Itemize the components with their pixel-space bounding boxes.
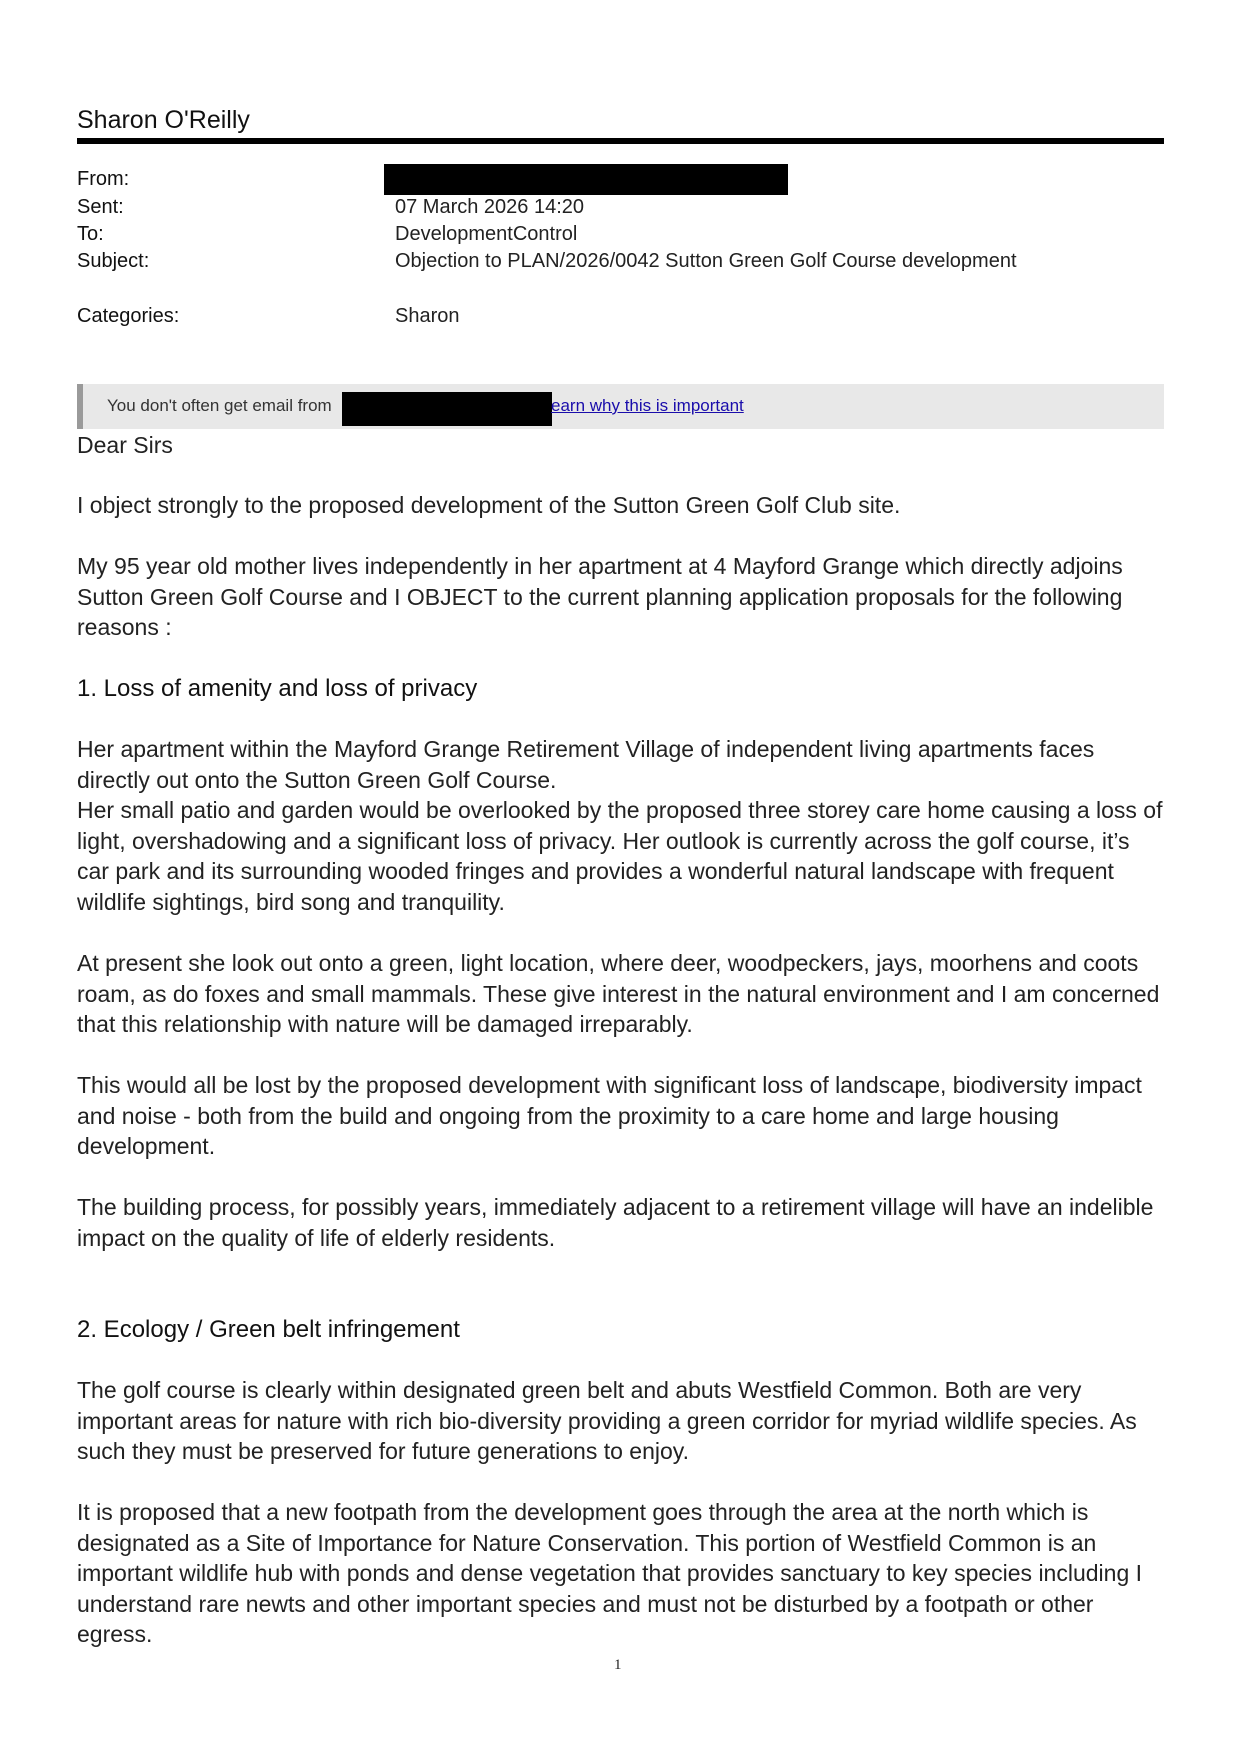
to-label: To:: [77, 223, 104, 245]
greeting: Dear Sirs: [77, 432, 173, 458]
categories-label: Categories:: [77, 305, 180, 327]
page-number: 1: [614, 1657, 622, 1673]
sent-label: Sent:: [77, 196, 124, 218]
categories-value: Sharon: [395, 305, 460, 327]
from-label: From:: [77, 168, 130, 190]
paragraph-5: At present she look out onto a green, light location, where deer, woodpeckers, jays, moorhens and coots roam, as do foxes and small mammals. These give interest in the natural environment and I am concerned that this relationship with nature will be damaged irreparably.: [77, 950, 1160, 1037]
notice-accent-bar: [77, 384, 83, 429]
paragraph-3: Her apartment within the Mayford Grange Retirement Village of independent living apartments faces directly out onto the Sutton Green Golf Course.: [77, 736, 1095, 793]
author-name: Sharon O'Reilly: [77, 106, 250, 134]
redacted-sender: [384, 164, 788, 195]
paragraph-8: The golf course is clearly within designated green belt and abuts Westfield Common. Both are very important areas for nature with rich bio-diversity providing a green corridor for myriad wildlife species. As such they must be preserved for future generations to enjoy.: [77, 1377, 1137, 1464]
redacted-email: [342, 392, 552, 426]
heading-ecology: 2. Ecology / Green belt infringement: [77, 1316, 460, 1343]
paragraph-4: Her small patio and garden would be overlooked by the proposed three storey care home causing a loss of light, overshadowing and a significant loss of privacy. Her outlook is currently across the golf course, it’s car park and its surrounding wooded fringes and provides a wonderful natural landscape with frequent wildlife sightings, bird song and tranquility.: [77, 797, 1163, 915]
paragraph-9: It is proposed that a new footpath from the development goes through the area at the north which is designated as a Site of Importance for Nature Conservation. This portion of Westfield Common is an important wildlife hub with ponds and dense vegetation that provides sanctuary to key species including I understand rare newts and other important species and must not be disturbed by a footpath or other egress.: [77, 1499, 1143, 1647]
heading-loss-of-amenity: 1. Loss of amenity and loss of privacy: [77, 675, 478, 702]
paragraph-6: This would all be lost by the proposed development with significant loss of landscape, biodiversity impact and noise - both from the build and ongoing from the proximity to a care home and large housing development.: [77, 1072, 1142, 1159]
paragraph-2: My 95 year old mother lives independently in her apartment at 4 Mayford Grange which directly adjoins Sutton Green Golf Course and I OBJECT to the current planning application proposals for the following reasons :: [77, 553, 1123, 640]
header-rule: [77, 138, 1164, 144]
learn-why-important-link[interactable]: earn why this is important: [551, 396, 744, 415]
paragraph-1: I object strongly to the proposed development of the Sutton Green Golf Club site.: [77, 492, 901, 518]
notice-text: You don't often get email from: [107, 396, 332, 415]
to-value: DevelopmentControl: [395, 223, 578, 245]
sent-value: 07 March 2026 14:20: [395, 196, 585, 218]
paragraph-7: The building process, for possibly years, immediately adjacent to a retirement village will have an indelible impact on the quality of life of elderly residents.: [77, 1194, 1154, 1251]
subject-label: Subject:: [77, 250, 150, 272]
subject-value: Objection to PLAN/2026/0042 Sutton Green Golf Course development: [395, 250, 1017, 272]
